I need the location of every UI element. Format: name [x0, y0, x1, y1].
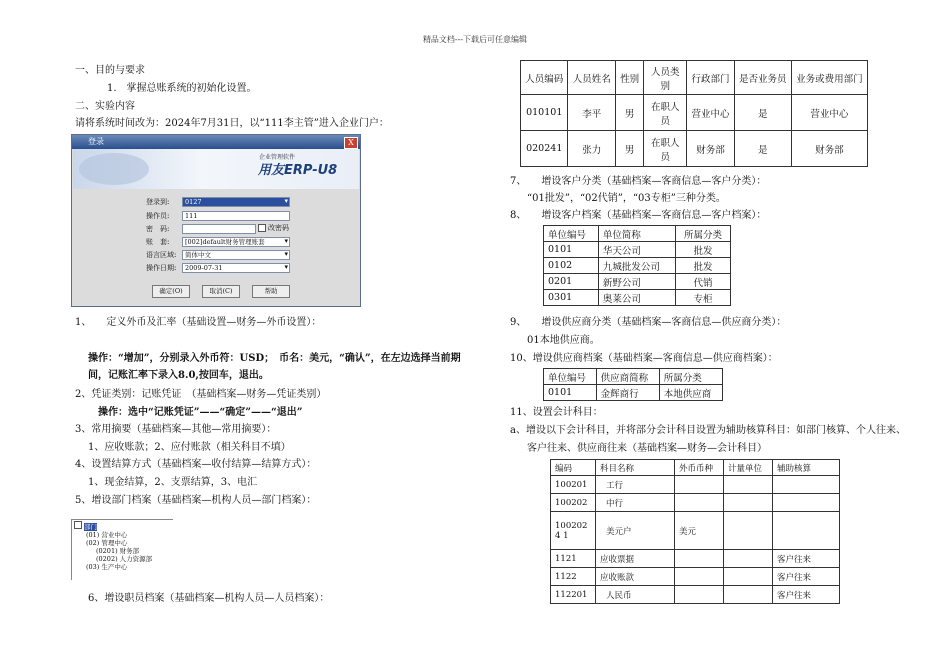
table-header: 人员姓名 — [568, 61, 615, 95]
table-header: 单位编号 — [544, 226, 599, 242]
tree-root[interactable]: 部门 — [84, 523, 97, 531]
table-cell: 工行 — [596, 476, 675, 494]
step-11a: a、增设以下会计科目，并将部分会计科目设置为辅助核算科目：如部门核算、个人往来、 — [510, 425, 906, 436]
table-cell: 财务部 — [791, 131, 867, 167]
table-cell: 美元 — [675, 512, 724, 550]
table-cell: 1002024 1 — [551, 512, 596, 550]
tree-node[interactable]: (03) 生产中心 — [86, 563, 128, 571]
table-cell: 九城批发公司 — [598, 258, 675, 274]
table-header: 供应商简称 — [596, 369, 659, 385]
table-cell — [724, 568, 773, 586]
staff-table — [520, 60, 868, 167]
tree-node[interactable]: (01) 营业中心 — [86, 531, 128, 539]
table-cell: 0101 — [544, 242, 599, 258]
table-cell: 0101 — [544, 385, 597, 401]
table-cell — [724, 494, 773, 512]
dialog-title-bar — [72, 135, 360, 149]
step-1-operation: 操作：“增加”，分别录入外币符：USD； 币名：美元，“确认”，在左边选择当前期 — [88, 353, 461, 364]
step-3-items: 1、应收账款；2、应付账款（相关科目不填） — [88, 442, 291, 453]
section-content-heading: 二、实验内容 — [75, 101, 135, 112]
table-cell — [675, 476, 724, 494]
step-11a-cont: 客户往来、供应商往来（基础档案—财务—会计科目） — [527, 443, 767, 454]
table-cell: 0301 — [544, 290, 599, 306]
table-row — [551, 512, 840, 550]
step-9-items: 01本地供应商。 — [527, 335, 600, 346]
table-row — [551, 550, 840, 568]
table-cell: 美元户 — [596, 512, 675, 550]
table-cell: 在职人员 — [644, 95, 687, 131]
goal-item: 1. 掌握总账系统的初始化设置。 — [107, 83, 257, 94]
password-input[interactable] — [182, 224, 256, 234]
step-10: 10、增设供应商档案（基础档案—客商信息—供应商档案）： — [510, 353, 778, 364]
table-header: 性别 — [615, 61, 643, 95]
table-row — [544, 290, 731, 306]
table-header: 行政部门 — [687, 61, 734, 95]
step-9: 9、 增设供应商分类（基础档案—客商信息—供应商分类）： — [510, 317, 787, 328]
table-cell: 奥莱公司 — [598, 290, 675, 306]
field-label: 语言区域: — [146, 251, 177, 259]
account-set-select[interactable]: [002]default财务管理账套 ▾ — [182, 237, 290, 247]
table-row — [551, 586, 840, 604]
table-header: 科目名称 — [596, 460, 675, 476]
login-dialog-screenshot — [71, 134, 361, 307]
table-cell: 营业中心 — [791, 95, 867, 131]
step-2-operation: 操作：选中“记账凭证”——“确定”——“退出” — [98, 407, 303, 418]
table-cell: 专柜 — [676, 290, 731, 306]
change-password-label: 改密码 — [268, 224, 289, 232]
table-cell — [773, 476, 840, 494]
table-cell: 100202 — [551, 494, 596, 512]
table-cell: 是 — [734, 95, 791, 131]
table-cell: 营业中心 — [687, 95, 734, 131]
table-cell: 客户往来 — [773, 586, 840, 604]
ok-button[interactable]: 确定(O) — [152, 285, 190, 298]
brand-subtitle: 企业管理软件 — [259, 154, 296, 161]
table-cell — [773, 512, 840, 550]
table-header: 单位简称 — [598, 226, 675, 242]
field-label: 密 码: — [146, 225, 170, 233]
table-cell — [724, 550, 773, 568]
table-header: 是否业务员 — [734, 61, 791, 95]
table-cell: 批发 — [676, 258, 731, 274]
table-cell: 客户往来 — [773, 568, 840, 586]
step-7: 7、 增设客户分类（基础档案—客商信息—客户分类）： — [510, 176, 767, 187]
brand-logo: 用友ERP-U8 — [258, 163, 338, 178]
table-cell — [724, 476, 773, 494]
table-row — [544, 258, 731, 274]
table-cell: 010101 — [521, 95, 568, 131]
table-cell: 0201 — [544, 274, 599, 290]
cancel-button[interactable]: 取消(C) — [202, 285, 240, 298]
table-cell: 是 — [734, 131, 791, 167]
table-header: 外币币种 — [675, 460, 724, 476]
table-row — [551, 494, 840, 512]
supplier-table — [543, 368, 723, 401]
field-label: 操作员: — [146, 212, 170, 220]
table-cell — [675, 550, 724, 568]
table-cell — [773, 494, 840, 512]
step-7-items: “01批发”，“02代销”，“03专柜”三种分类。 — [527, 193, 726, 204]
table-cell: 0102 — [544, 258, 599, 274]
table-cell: 男 — [615, 95, 643, 131]
brand-banner — [73, 149, 359, 189]
table-cell: 人民币 — [596, 586, 675, 604]
table-cell: 本地供应商 — [659, 385, 722, 401]
operation-date-select[interactable]: 2009-07-31 ▾ — [182, 263, 290, 273]
table-cell: 100201 — [551, 476, 596, 494]
section-goals-heading: 一、目的与要求 — [75, 65, 145, 76]
step-3: 3、常用摘要（基础档案—其他—常用摘要）： — [75, 424, 277, 435]
table-cell — [675, 568, 724, 586]
step-2: 2、凭证类别：记账凭证 （基础档案—财务—凭证类别） — [75, 389, 327, 400]
step-6: 6、增设职员档案（基础档案—机构人员—人员档案）： — [88, 593, 330, 604]
change-password-checkbox[interactable] — [258, 224, 266, 232]
table-row — [551, 476, 840, 494]
table-cell: 112201 — [551, 586, 596, 604]
table-header: 辅助核算 — [773, 460, 840, 476]
step-4: 4、设置结算方式（基础档案—收付结算—结算方式）： — [75, 459, 317, 470]
tree-node[interactable]: (02) 管理中心 — [86, 539, 128, 547]
operator-input[interactable]: 111 — [182, 211, 290, 221]
table-header: 计量单位 — [724, 460, 773, 476]
server-select[interactable]: 0127 ▾ — [182, 197, 290, 207]
table-cell: 新野公司 — [598, 274, 675, 290]
table-header: 所属分类 — [676, 226, 731, 242]
table-row — [521, 131, 868, 167]
step-1-operation-cont: 间，记账汇率下录入8.0,按回车，退出。 — [88, 370, 269, 381]
step-4-items: 1、现金结算，2、支票结算，3、电汇 — [88, 477, 258, 488]
table-header: 人员编码 — [521, 61, 568, 95]
table-cell: 客户往来 — [773, 550, 840, 568]
table-cell: 批发 — [676, 242, 731, 258]
globe-icon — [79, 153, 149, 185]
step-1: 1、 定义外币及汇率（基础设置—财务—外币设置）： — [75, 317, 322, 328]
table-cell — [724, 586, 773, 604]
table-row — [551, 568, 840, 586]
account-table — [550, 459, 840, 604]
page-header: 精品文档---下载后可任意编辑 — [422, 35, 528, 44]
field-label: 登录到: — [146, 198, 170, 206]
language-select[interactable]: 简体中文 ▾ — [182, 250, 290, 260]
table-cell: 华天公司 — [598, 242, 675, 258]
table-row — [544, 242, 731, 258]
department-tree — [71, 519, 173, 580]
intro-text: 请将系统时间改为：2024年7月31日，以“111李主管”进入企业门户： — [75, 118, 389, 129]
table-row — [521, 95, 868, 131]
table-header: 所属分类 — [659, 369, 722, 385]
table-cell: 1122 — [551, 568, 596, 586]
table-cell: 金辉商行 — [596, 385, 659, 401]
table-cell: 财务部 — [687, 131, 734, 167]
table-cell: 在职人员 — [644, 131, 687, 167]
step-11: 11、设置会计科目： — [510, 407, 603, 418]
field-label: 账 套: — [146, 238, 170, 246]
table-cell: 020241 — [521, 131, 568, 167]
step-8: 8、 增设客户档案（基础档案—客商信息—客户档案）： — [510, 210, 767, 221]
table-cell: 1121 — [551, 550, 596, 568]
table-row — [544, 274, 731, 290]
help-button[interactable]: 帮助 — [252, 285, 290, 298]
table-cell: 张力 — [568, 131, 615, 167]
table-row — [544, 385, 723, 401]
table-header: 人员类别 — [644, 61, 687, 95]
table-cell: 应收票据 — [596, 550, 675, 568]
dialog-title: 登录 — [88, 137, 104, 146]
table-cell: 中行 — [596, 494, 675, 512]
table-header: 业务或费用部门 — [791, 61, 867, 95]
field-label: 操作日期: — [146, 264, 177, 272]
table-cell: 应收账款 — [596, 568, 675, 586]
step-5: 5、增设部门档案（基础档案—机构人员—部门档案）： — [75, 495, 317, 506]
table-cell — [675, 586, 724, 604]
tree-node[interactable]: (0201) 财务部 — [96, 547, 140, 555]
table-cell — [675, 494, 724, 512]
tree-node[interactable]: (0202) 人力资源部 — [96, 555, 153, 563]
table-header: 单位编号 — [544, 369, 597, 385]
table-cell: 男 — [615, 131, 643, 167]
customer-table — [543, 225, 731, 306]
table-cell — [724, 512, 773, 550]
table-cell: 李平 — [568, 95, 615, 131]
table-cell: 代销 — [676, 274, 731, 290]
close-icon[interactable]: X — [344, 137, 358, 149]
table-header: 编码 — [551, 460, 596, 476]
